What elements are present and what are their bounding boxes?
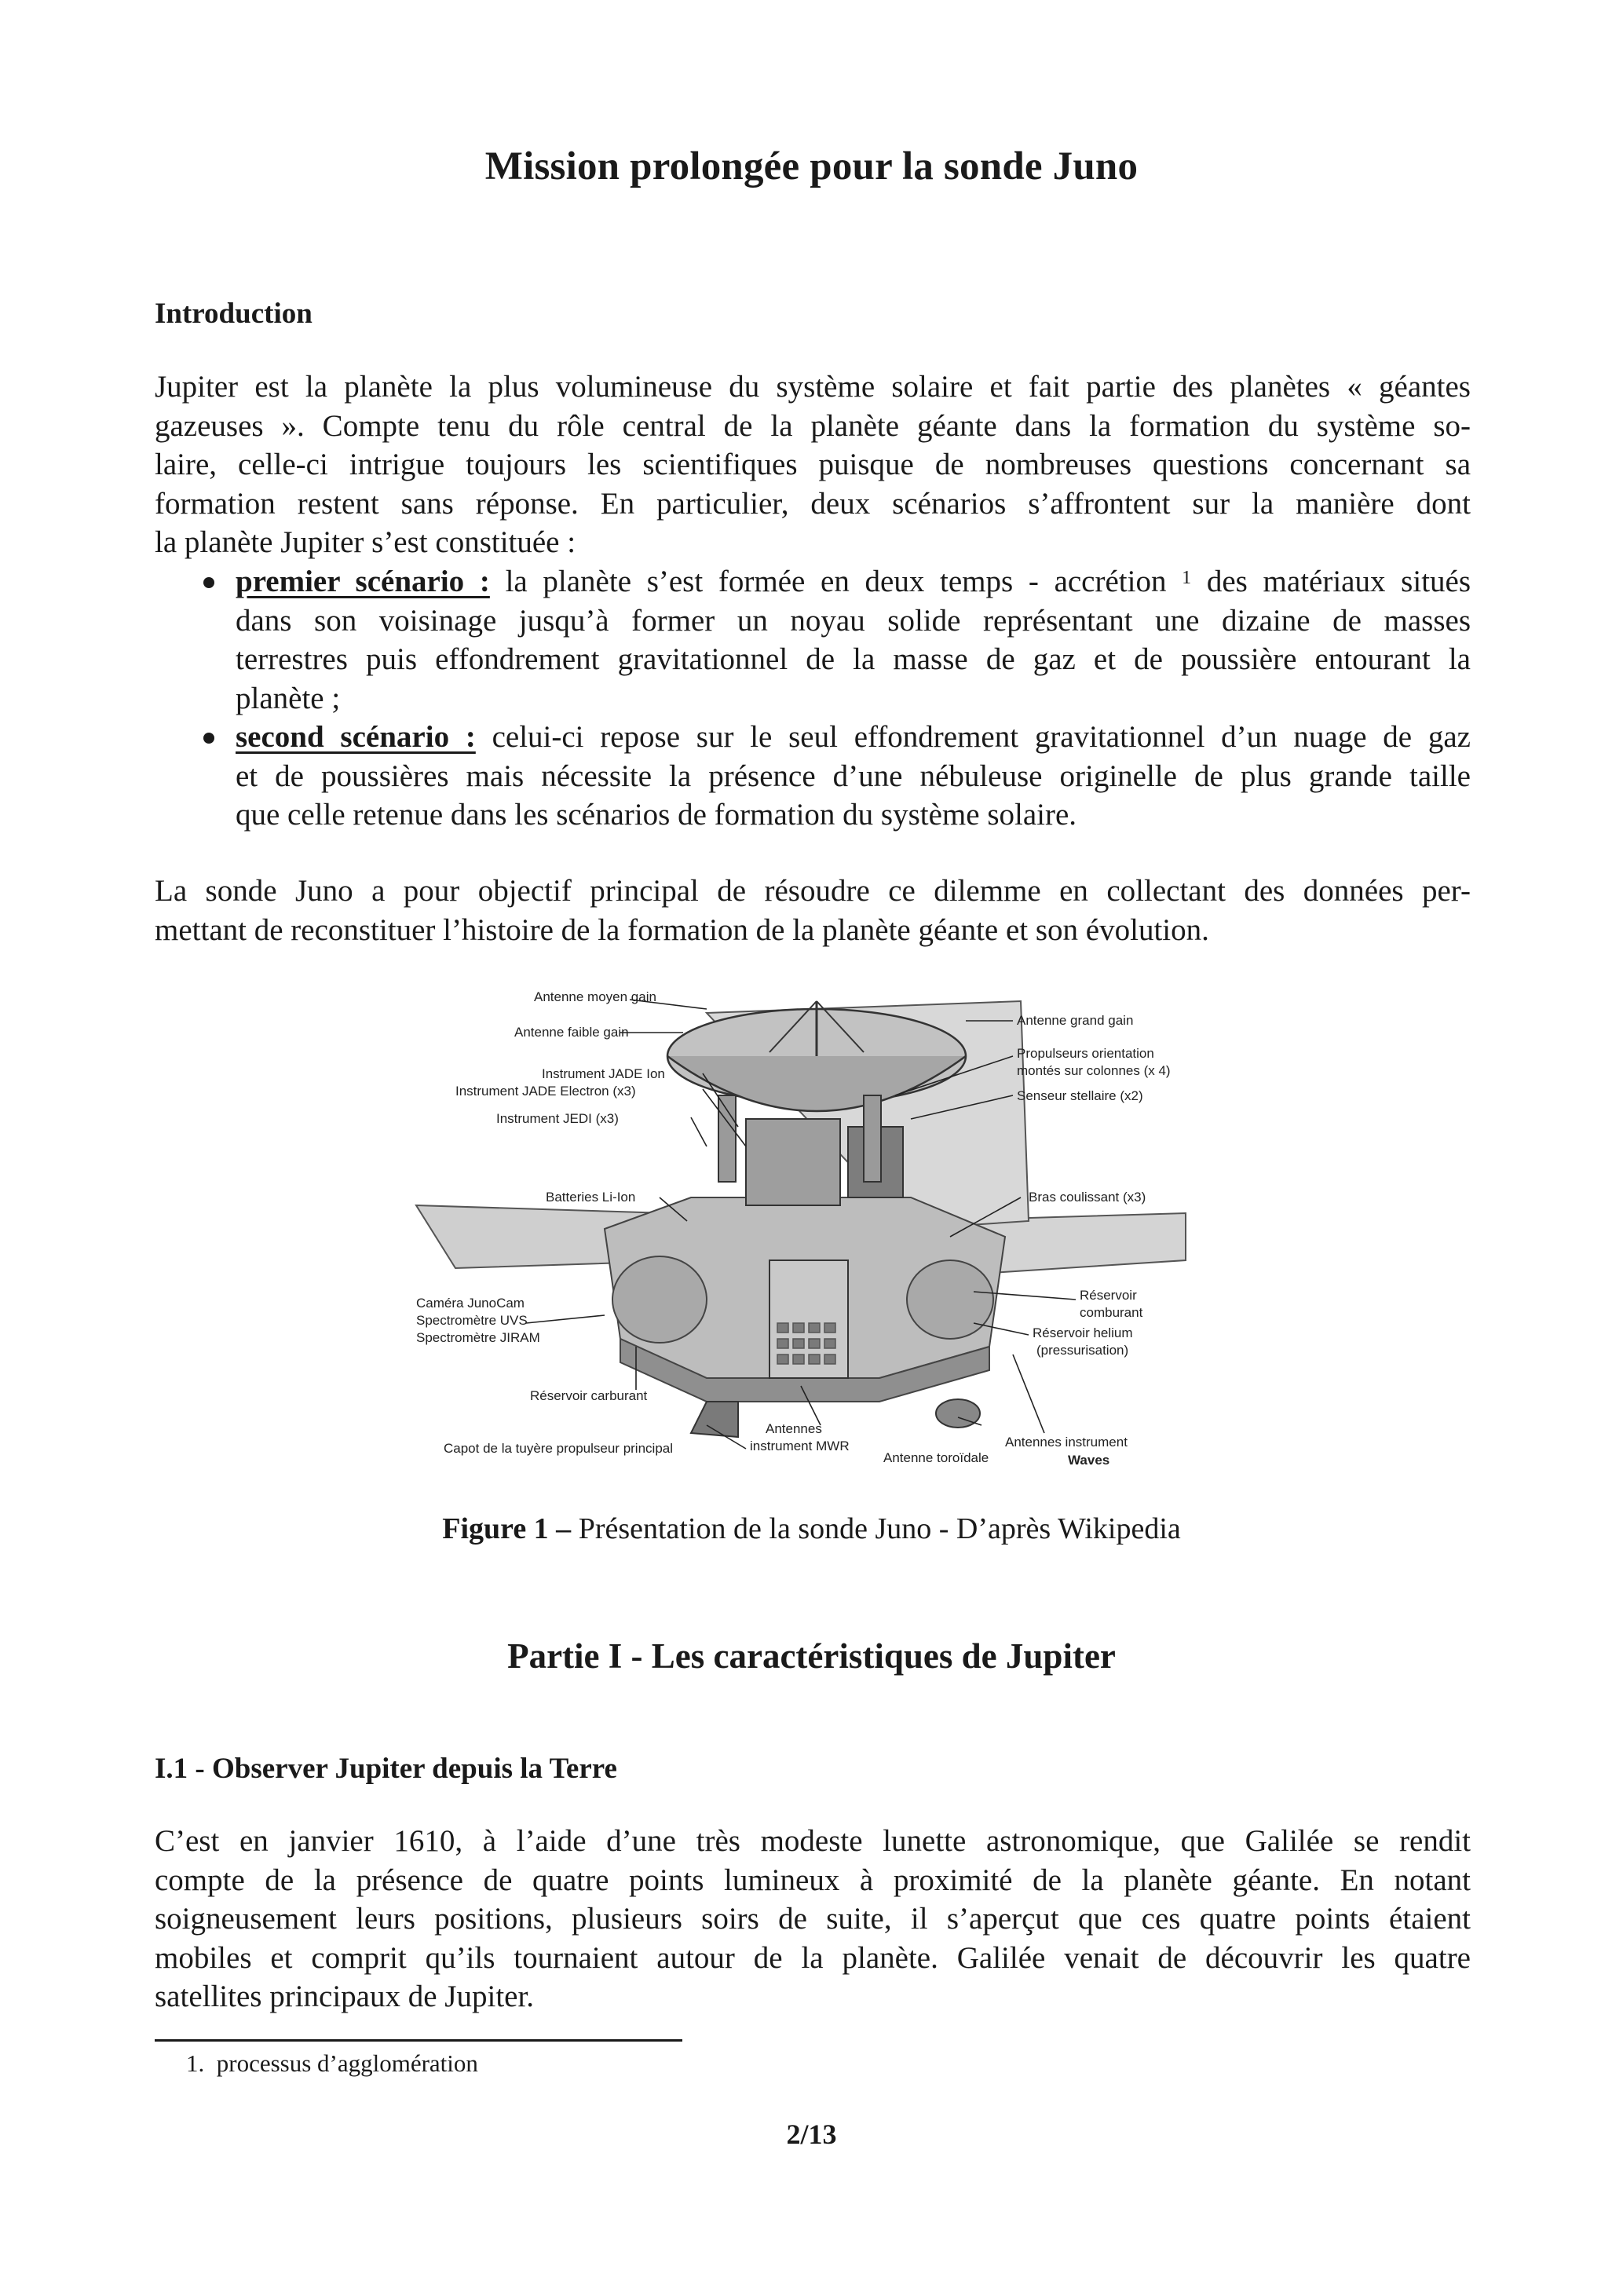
scenario-list xyxy=(155,562,1471,835)
bullet-dot xyxy=(203,577,214,588)
scenario-item-second xyxy=(155,718,1471,835)
label-antennes-waves-2: Waves xyxy=(1068,1453,1110,1468)
label-antenne-toroidale: Antenne toroïdale xyxy=(883,1450,989,1465)
label-spectrometre-jiram: Spectromètre JIRAM xyxy=(416,1330,540,1345)
scenario-keyword: premier scénario : xyxy=(236,565,490,598)
juno-probe-figure xyxy=(408,978,1193,1480)
intro-heading: Introduction xyxy=(155,298,313,330)
label-reservoir-helium-1: Réservoir helium xyxy=(1033,1325,1133,1340)
label-antennes-waves-1: Antennes instrument xyxy=(1005,1435,1128,1450)
scenario-text: la planète s’est formée en deux temps - accrétion xyxy=(505,565,1167,598)
footnote-ref: 1 xyxy=(1182,568,1192,588)
scenario-line xyxy=(236,718,1471,757)
intro-line: gazeuses ». Compte tenu du rôle central de la planète géante dans la formation du système so- xyxy=(155,408,1471,443)
label-camera-junocam: Caméra JunoCam xyxy=(416,1296,525,1311)
galilee-line: soigneusement leurs positions, plusieurs soirs de suite, il s’aperçut que ces quatre points étaient xyxy=(155,1902,1471,1936)
scenario-text: des matériaux situés xyxy=(1206,565,1471,598)
scenario-keyword: second scénario : xyxy=(236,720,476,754)
page-number: 2/13 xyxy=(786,2119,837,2150)
electronics-vault xyxy=(746,1119,840,1205)
label-antennes-mwr-2: instrument MWR xyxy=(750,1439,850,1453)
figure-caption xyxy=(0,1512,1623,1546)
label-reservoir-carburant: Réservoir carburant xyxy=(530,1388,648,1403)
objective-line: La sonde Juno a pour objectif principal de résoudre ce dilemme en collectant des données per- xyxy=(155,874,1471,908)
thruster-column xyxy=(864,1095,881,1182)
label-reservoir-comburant-2: comburant xyxy=(1080,1305,1143,1320)
galilee-line: C’est en janvier 1610, à l’aide d’une très modeste lunette astronomique, que Galilée se rendit xyxy=(155,1824,1471,1858)
scenario-line: et de poussières mais nécessite la présence d’une nébuleuse originelle de plus grande taille xyxy=(236,759,1471,793)
label-bras-coulissant: Bras coulissant (x3) xyxy=(1029,1190,1146,1205)
label-capot-tuyere: Capot de la tuyère propulseur principal xyxy=(444,1441,674,1456)
label-senseur-stellaire: Senseur stellaire (x2) xyxy=(1017,1088,1143,1103)
intro-line: laire, celle-ci intrigue toujours les scientifiques puisque de nombreuses questions concernant sa xyxy=(155,448,1471,481)
label-jade-ion: Instrument JADE Ion xyxy=(542,1066,665,1081)
label-jedi: Instrument JEDI (x3) xyxy=(496,1111,619,1126)
figure-caption-text: Présentation de la sonde Juno - D’après Wikipedia xyxy=(578,1512,1181,1545)
intro-line: Jupiter est la planète la plus volumineuse du système solaire et fait partie des planètes « géantes xyxy=(155,370,1471,404)
scenario-line: que celle retenue dans les scénarios de formation du système solaire. xyxy=(236,798,1077,832)
objective-paragraph xyxy=(155,872,1471,949)
scenario-line: terrestres puis effondrement gravitationnel de la masse de gaz et de poussière entourant la xyxy=(236,642,1471,676)
scenario-line xyxy=(236,562,1471,601)
galilee-line: mobiles et comprit qu’ils tournaient autour de la planète. Galilée venait de découvrir les quatre xyxy=(155,1940,1471,1975)
thruster-column xyxy=(718,1095,736,1182)
bullet-dot xyxy=(203,733,214,744)
label-antenne-faible-gain: Antenne faible gain xyxy=(514,1025,629,1040)
objective-line: mettant de reconstituer l’histoire de la formation de la planète géante et son évolution. xyxy=(155,912,1209,947)
part-title: Partie I - Les caractéristiques de Jupiter xyxy=(507,1636,1116,1676)
toroidal-antenna xyxy=(936,1399,980,1428)
intro-line: formation restent sans réponse. En particulier, deux scénarios s’affrontent sur la manière dont xyxy=(155,486,1471,521)
footnote-rule xyxy=(155,2039,682,2042)
section-title: I.1 - Observer Jupiter depuis la Terre xyxy=(155,1753,617,1785)
scenario-item-first xyxy=(155,562,1471,718)
footnote-text: processus d’agglomération xyxy=(216,2049,478,2077)
figure-caption-label: Figure 1 – xyxy=(442,1512,572,1545)
intro-paragraph xyxy=(155,367,1471,562)
label-antenne-moyen-gain: Antenne moyen gain xyxy=(534,989,656,1004)
main-engine-cover xyxy=(691,1402,738,1437)
label-reservoir-helium-2: (pressurisation) xyxy=(1036,1343,1129,1358)
fuel-tank xyxy=(612,1256,707,1343)
label-jade-electron: Instrument JADE Electron (x3) xyxy=(455,1084,636,1099)
label-propulseurs-1: Propulseurs orientation xyxy=(1017,1046,1154,1061)
intro-line: la planète Jupiter s’est constituée : xyxy=(155,525,576,559)
footnote-number: 1. xyxy=(186,2049,205,2077)
galilee-line: compte de la présence de quatre points lumineux à proximité de la planète géante. En notant xyxy=(155,1863,1471,1897)
footnote xyxy=(186,2049,478,2078)
label-propulseurs-2: montés sur colonnes (x 4) xyxy=(1017,1063,1171,1078)
scenario-line: dans son voisinage jusqu’à former un noyau solide représentant une dizaine de masses xyxy=(236,603,1471,638)
label-reservoir-comburant-1: Réservoir xyxy=(1080,1288,1137,1303)
document-title: Mission prolongée pour la sonde Juno xyxy=(484,144,1139,188)
label-antenne-grand-gain: Antenne grand gain xyxy=(1017,1013,1134,1028)
scenario-text: celui-ci repose sur le seul effondrement gravitationnel d’un nuage de gaz xyxy=(492,720,1471,754)
label-spectrometre-uvs: Spectromètre UVS xyxy=(416,1313,528,1328)
label-antennes-mwr-1: Antennes xyxy=(766,1421,822,1436)
galilee-line: satellites principaux de Jupiter. xyxy=(155,1980,535,2013)
label-batteries: Batteries Li-Ion xyxy=(546,1190,636,1205)
galilee-paragraph xyxy=(155,1822,1471,2016)
scenario-line: planète ; xyxy=(236,681,341,715)
oxidizer-tank xyxy=(907,1260,993,1339)
